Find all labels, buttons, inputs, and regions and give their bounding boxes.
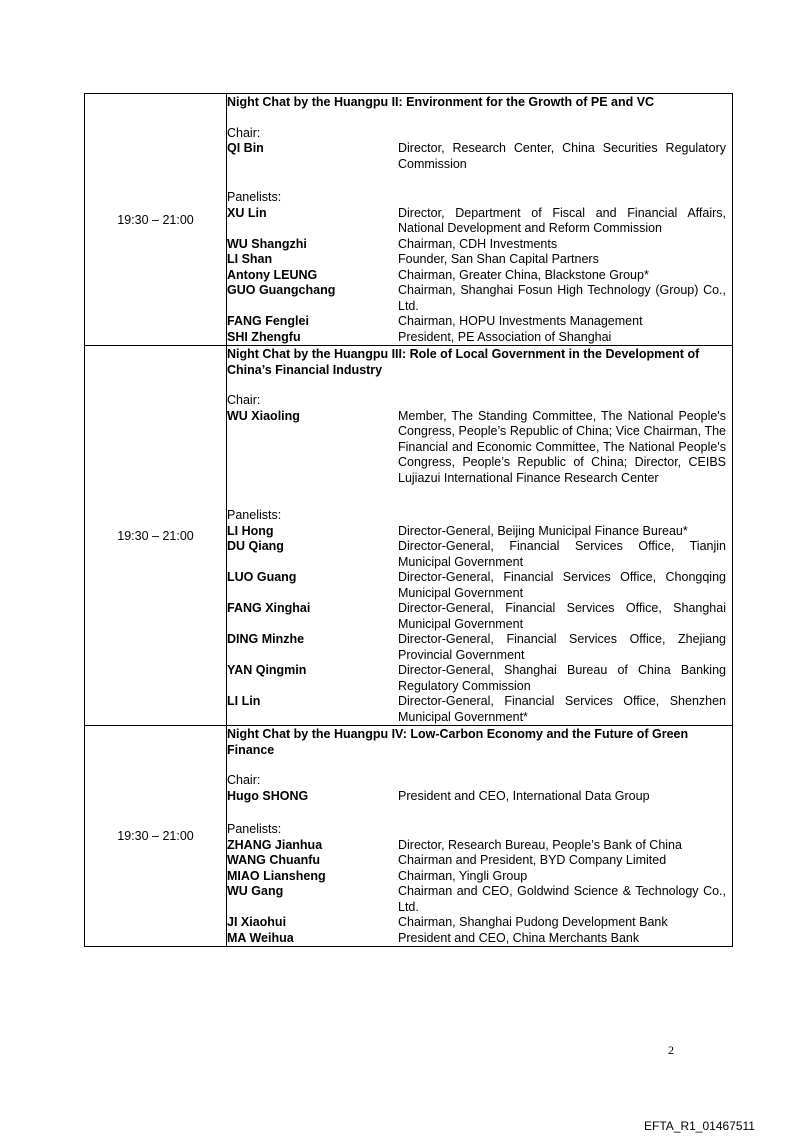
panelist-affiliation: Director-General, Financial Services Office, Shenzhen Municipal Government* xyxy=(398,694,726,724)
page-number: 2 xyxy=(668,1043,674,1057)
panelist-row xyxy=(227,884,726,915)
panelist-name: XU Lin xyxy=(227,205,267,220)
panelist-row xyxy=(227,237,726,253)
panelist-name: SHI Zhengfu xyxy=(227,329,301,344)
panelist-name: JI Xiaohui xyxy=(227,915,287,929)
panelist-row xyxy=(227,314,726,330)
panelist-row xyxy=(227,632,726,663)
panelist-row xyxy=(227,915,726,931)
panelist-name: GUO Guangchang xyxy=(227,283,336,297)
panelist-name: LUO Guang xyxy=(227,570,297,584)
panelist-affiliation: Chairman, Shanghai Fosun High Technology (Group) Co., Ltd. xyxy=(398,283,726,313)
panelist-row xyxy=(227,838,726,854)
panelist-row xyxy=(227,601,726,632)
panelist-affiliation: Chairman, CDH Investments xyxy=(398,236,558,251)
panelist-name: FANG Fenglei xyxy=(227,314,309,328)
chair-row xyxy=(227,141,726,172)
chair-row xyxy=(227,789,726,805)
panelist-affiliation: Chairman, Greater China, Blackstone Group* xyxy=(398,267,649,282)
session-content xyxy=(227,346,733,726)
chair-affiliation: Director, Research Center, China Securities Regulatory Commission xyxy=(398,141,726,171)
session-title: Night Chat by the Huangpu III: Role of Local Government in the Development of China’s Financial Industry xyxy=(227,347,700,377)
session-time: 19:30 – 21:00 xyxy=(85,346,227,726)
chair-row xyxy=(227,409,726,487)
panelists-label: Panelists: xyxy=(227,822,282,836)
session-content xyxy=(227,94,733,346)
chair-label: Chair: xyxy=(227,393,261,407)
panelist-name: YAN Qingmin xyxy=(227,663,307,677)
panelist-name: WU Shangzhi xyxy=(227,236,307,251)
panelist-name: DU Qiang xyxy=(227,539,284,553)
panelist-row xyxy=(227,931,726,947)
panelist-row xyxy=(227,539,726,570)
session-row xyxy=(85,94,733,346)
panelist-affiliation: Director-General, Financial Services Office, Shanghai Municipal Government xyxy=(398,601,726,631)
panelist-affiliation: President and CEO, China Merchants Bank xyxy=(398,930,640,945)
panelist-name: LI Lin xyxy=(227,694,261,708)
panelist-name: Antony LEUNG xyxy=(227,267,318,282)
panelist-name: ZHANG Jianhua xyxy=(227,837,323,852)
chair-name: Hugo SHONG xyxy=(227,788,309,803)
panelist-affiliation: Chairman and CEO, Goldwind Science & Technology Co., Ltd. xyxy=(398,884,726,914)
panelists-label: Panelists: xyxy=(227,190,282,204)
chair-label: Chair: xyxy=(227,125,261,140)
session-time: 19:30 – 21:00 xyxy=(85,94,227,346)
panelist-affiliation: Chairman and President, BYD Company Limited xyxy=(398,853,667,867)
panelist-name: WU Gang xyxy=(227,884,284,898)
chair-name: WU Xiaoling xyxy=(227,408,300,423)
panelists-label: Panelists: xyxy=(227,508,282,522)
panelist-row xyxy=(227,524,726,540)
chair-affiliation: Member, The Standing Committee, The National People's Congress, People’s Republic of China; Vice Chairman, The Financial and Economic Committee, The National People's Congress, People’s Republic of China; Director, CEIBS Lujiazui International Finance Research Center xyxy=(398,408,726,485)
panelist-affiliation: Director-General, Beijing Municipal Finance Bureau* xyxy=(398,523,688,538)
chair-label: Chair: xyxy=(227,773,261,787)
panelist-name: DING Minzhe xyxy=(227,632,305,646)
panelist-row xyxy=(227,283,726,314)
panelist-name: WANG Chuanfu xyxy=(227,853,321,867)
panelist-row xyxy=(227,252,726,268)
chair-name: QI Bin xyxy=(227,141,264,155)
document-id: EFTA_R1_01467511 xyxy=(644,1119,755,1133)
panelist-row xyxy=(227,694,726,725)
panelist-name: LI Shan xyxy=(227,252,273,266)
panelist-row xyxy=(227,663,726,694)
panelist-affiliation: Director-General, Financial Services Office, Zhejiang Provincial Government xyxy=(398,632,726,662)
panelist-name: LI Hong xyxy=(227,523,274,538)
panelist-row xyxy=(227,570,726,601)
chair-affiliation: President and CEO, International Data Group xyxy=(398,788,650,803)
session-title: Night Chat by the Huangpu II: Environment for the Growth of PE and VC xyxy=(227,95,655,109)
panelist-row xyxy=(227,330,726,346)
panelist-affiliation: Chairman, Shanghai Pudong Development Bank xyxy=(398,915,668,929)
panelist-affiliation: Director-General, Financial Services Office, Chongqing Municipal Government xyxy=(398,570,726,600)
session-time: 19:30 – 21:00 xyxy=(85,726,227,947)
session-title: Night Chat by the Huangpu IV: Low-Carbon Economy and the Future of Green Finance xyxy=(227,727,689,757)
panelist-name: MA Weihua xyxy=(227,930,294,945)
session-content xyxy=(227,726,733,947)
panelist-name: MIAO Liansheng xyxy=(227,868,326,883)
panelist-affiliation: Director, Department of Fiscal and Financial Affairs, National Development and Reform Commission xyxy=(398,205,726,235)
schedule-table xyxy=(84,93,733,947)
panelist-affiliation: Founder, San Shan Capital Partners xyxy=(398,252,599,266)
panelist-affiliation: Director-General, Financial Services Office, Tianjin Municipal Government xyxy=(398,539,726,569)
panelist-affiliation: President, PE Association of Shanghai xyxy=(398,329,612,344)
panelist-row xyxy=(227,206,726,237)
session-row xyxy=(85,726,733,947)
panelist-affiliation: Director, Research Bureau, People’s Bank of China xyxy=(398,837,682,852)
panelist-affiliation: Chairman, HOPU Investments Management xyxy=(398,314,643,328)
panelist-row xyxy=(227,869,726,885)
panelist-row xyxy=(227,853,726,869)
panelist-affiliation: Director-General, Shanghai Bureau of China Banking Regulatory Commission xyxy=(398,663,726,693)
panelist-name: FANG Xinghai xyxy=(227,601,311,615)
panelist-affiliation: Chairman, Yingli Group xyxy=(398,868,528,883)
session-row xyxy=(85,346,733,726)
panelist-row xyxy=(227,268,726,284)
